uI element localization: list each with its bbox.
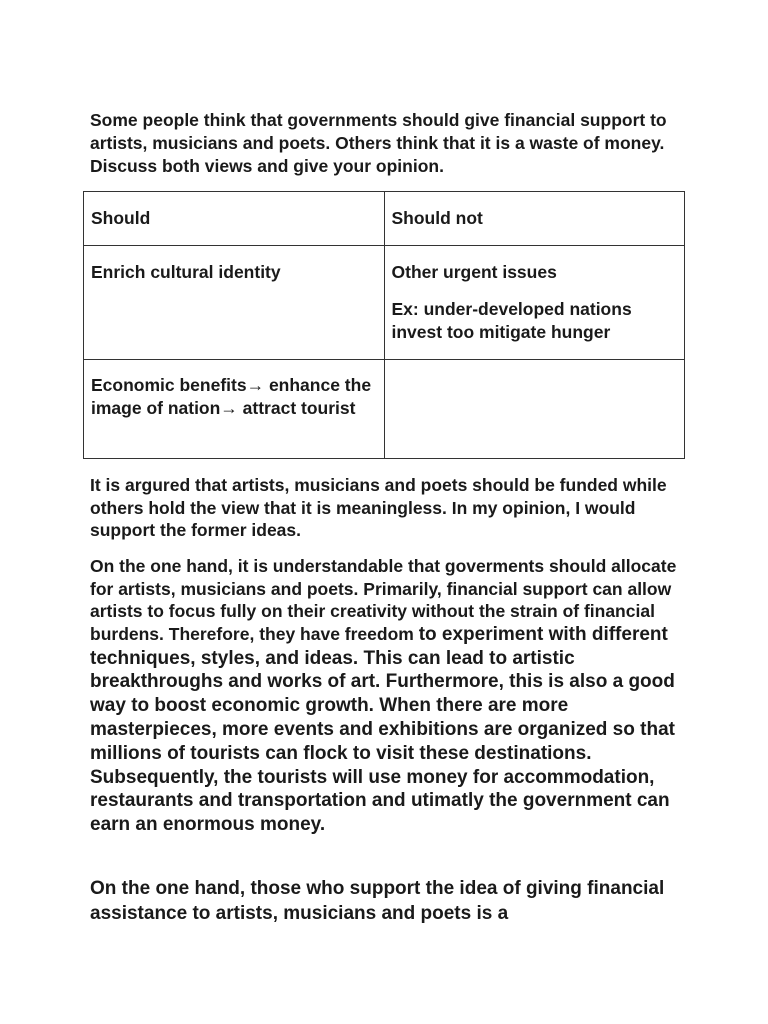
table-row	[84, 246, 685, 360]
table-cell	[384, 246, 685, 360]
should-not-header: Should not	[391, 208, 483, 228]
body-paragraph	[90, 555, 690, 837]
table-header-cell	[384, 192, 685, 246]
should-point-1: Enrich cultural identity	[91, 262, 281, 282]
table-row	[84, 360, 685, 459]
table-cell	[84, 360, 385, 459]
body-paragraph-part2: to experiment with different techniques, styles, and ideas. This can lead to artistic breakthroughs and works of art. Furthermore, this is also a good way to boost economic growth. When there are more masterpieces, more events and exhibitions are organized so that millions of tourists can flock to visit these destinations. Subsequently, the tourists will use money for accommodation, restaurants and transportation and utimatly the government can earn an enormous money.	[90, 623, 675, 836]
ideas-table	[83, 191, 685, 459]
should-point-2: Economic benefits→ enhance the image of nation→ attract tourist	[91, 375, 372, 418]
table-header-row	[84, 192, 685, 246]
should-not-example-1: Ex: under-developed nations invest too mitigate hunger	[391, 299, 632, 342]
table-cell	[84, 246, 385, 360]
body-paragraph-part1: On the one hand, it is understandable that goverments should allocate for artists, musicians and poets. Primarily, financial support can allow artists to focus fully on their creativity without the strain of financial burdens. Therefore, they have freedom	[90, 556, 677, 644]
should-header: Should	[91, 208, 151, 228]
second-body-paragraph: On the one hand, those who support the idea of giving financial assistance to artists, musicians and poets is a	[90, 878, 665, 924]
table-header-cell	[84, 192, 385, 246]
should-not-point-1: Other urgent issues	[391, 262, 557, 282]
essay-prompt: Some people think that governments should give financial support to artists, musicians and poets. Others think that it is a waste of money. Discuss both views and give your opinion.	[90, 110, 667, 176]
intro-paragraph: It is argured that artists, musicians and poets should be funded while others hold the view that it is meaningless. In my opinion, I would support the former ideas.	[90, 475, 667, 540]
table-cell	[384, 360, 685, 459]
should-not-point-2	[392, 360, 678, 374]
